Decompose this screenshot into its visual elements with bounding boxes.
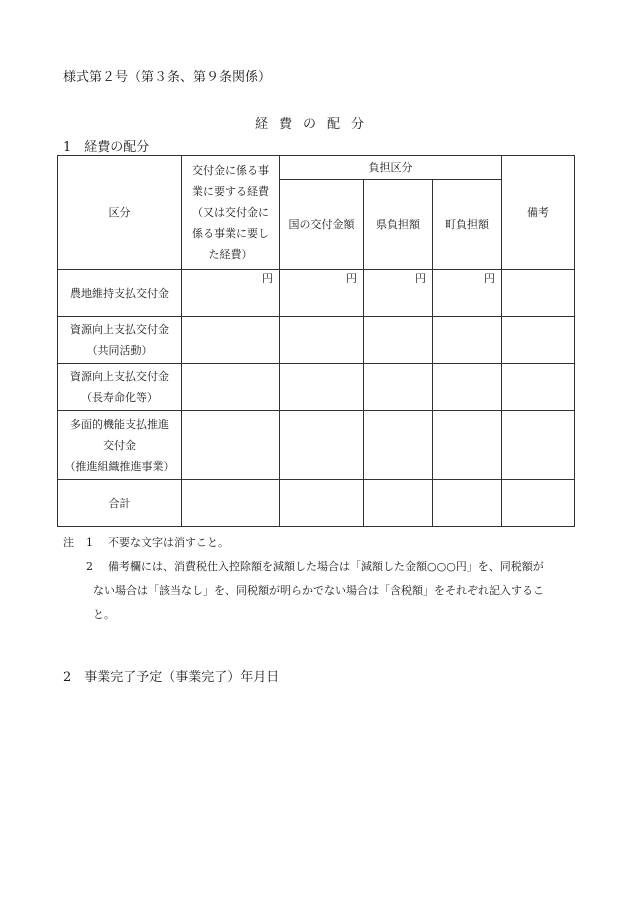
value-cell [182, 317, 280, 364]
row-label [58, 480, 182, 527]
value-cell [280, 317, 364, 364]
section2-heading: 2 事業完了予定（事業完了）年月日 [63, 670, 280, 685]
yen-unit: 円 [364, 270, 433, 317]
header-town: 町負担額 [433, 180, 502, 270]
row-label [58, 364, 182, 411]
header-expense-line: 交付金に係る事 [192, 164, 269, 177]
value-cell [182, 364, 280, 411]
note-item [63, 531, 583, 555]
value-cell [280, 411, 364, 480]
remarks-cell [502, 364, 575, 411]
yen-unit: 円 [280, 270, 364, 317]
notes [63, 531, 583, 627]
header-expense-line: 業に要する経費 [192, 185, 269, 198]
header-national: 国の交付金額 [280, 180, 364, 270]
value-cell [364, 364, 433, 411]
row-label-line: 多面的機能支払推進 [70, 417, 169, 431]
row-label [58, 317, 182, 364]
remarks-cell [502, 480, 575, 527]
value-cell [364, 411, 433, 480]
row-label-line: （長寿命化等） [81, 391, 158, 404]
header-expense-line: 係る事業に要し [192, 227, 269, 240]
note-text: 不要な文字は消すこと。 [108, 536, 229, 549]
row-label-line: （共同活動） [86, 344, 153, 357]
row-label-line: 交付金 [103, 438, 136, 452]
row-label-line: 資源向上支払交付金 [70, 370, 169, 383]
remarks-cell [502, 270, 575, 317]
note-item [63, 555, 583, 579]
row-label [58, 411, 182, 480]
row-label-line: 合計 [108, 496, 131, 510]
value-cell [364, 317, 433, 364]
table-row [58, 270, 575, 317]
row-label-line: 農地維持支払交付金 [70, 286, 169, 300]
header-expense-line: た経費） [208, 248, 253, 261]
row-label-line: 資源向上支払交付金 [70, 323, 169, 336]
value-cell [182, 480, 280, 527]
header-expense [182, 156, 280, 270]
note-text-continued: ない場合は「該当なし」を、同税額が明らかでない場合は「含税額」をそれぞれ記入するこ [93, 584, 544, 597]
section1-heading: 1 経費の配分 [63, 140, 150, 155]
document-title: 経費の配分 [254, 117, 375, 132]
value-cell [433, 364, 502, 411]
header-expense-line: （又は交付金に [192, 206, 269, 219]
value-cell [433, 411, 502, 480]
table-row-total [58, 480, 575, 527]
value-cell [433, 480, 502, 527]
expense-allocation-table [57, 155, 575, 527]
value-cell [280, 364, 364, 411]
note-text: 備考欄には、消費税仕入控除額を減額した場合は「減額した金額○○○円」を、同税額が [108, 560, 544, 573]
yen-unit: 円 [433, 270, 502, 317]
value-cell [433, 317, 502, 364]
form-number: 様式第２号（第３条、第９条関係） [63, 70, 272, 85]
value-cell [364, 480, 433, 527]
header-remarks: 備考 [502, 156, 575, 270]
remarks-cell [502, 317, 575, 364]
header-burden: 負担区分 [280, 156, 502, 180]
value-cell [182, 411, 280, 480]
table-row [58, 317, 575, 364]
note-text-continued: と。 [93, 608, 115, 621]
note-number: 2 [86, 560, 93, 573]
row-label [58, 270, 182, 317]
header-kubun: 区分 [58, 156, 182, 270]
table-row [58, 364, 575, 411]
table-row [58, 411, 575, 480]
notes-label: 注 [63, 536, 74, 549]
remarks-cell [502, 411, 575, 480]
header-prefecture: 県負担額 [364, 180, 433, 270]
yen-unit: 円 [182, 270, 280, 317]
value-cell [280, 480, 364, 527]
row-label-line: （推進組織推進事業） [64, 459, 175, 473]
note-number: 1 [86, 536, 93, 549]
